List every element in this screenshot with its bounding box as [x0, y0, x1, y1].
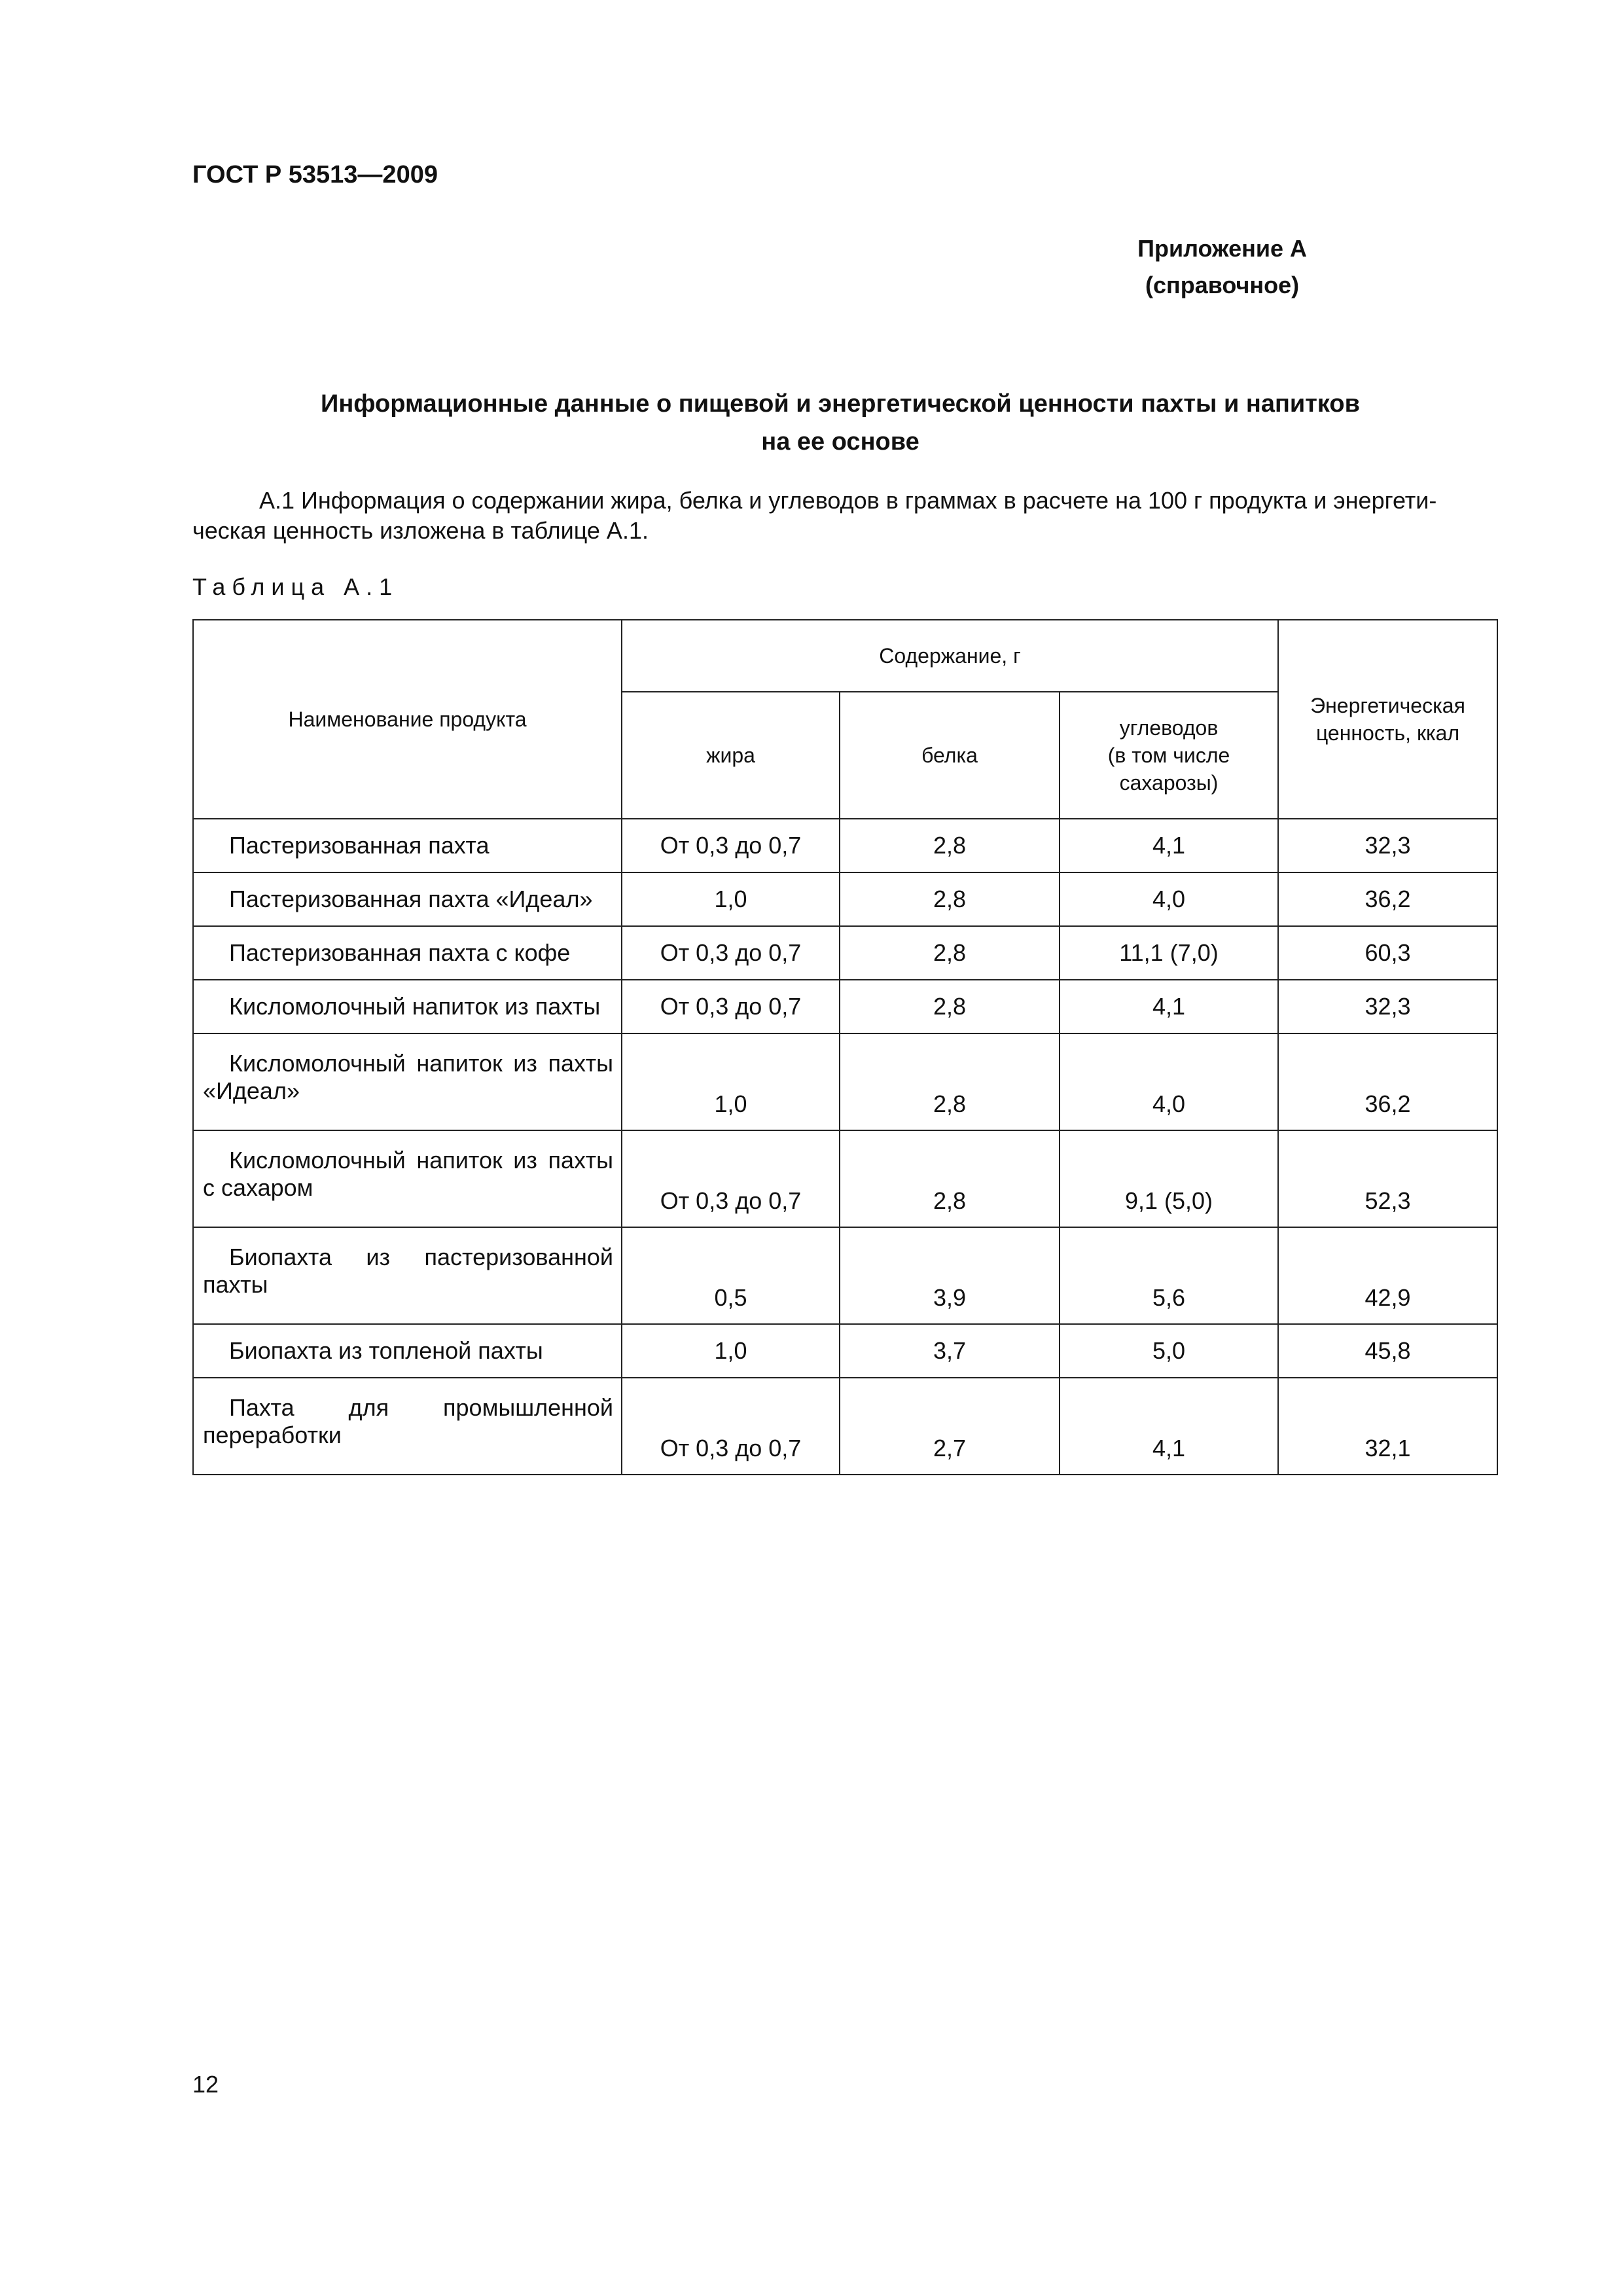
- product-name: Пахта для промышленной переработки: [203, 1394, 613, 1448]
- energy-cell: 52,3: [1278, 1130, 1497, 1227]
- carbs-cell: 4,1: [1060, 980, 1278, 1033]
- table-row: [193, 1033, 1497, 1130]
- nutrition-table: [192, 619, 1498, 1475]
- protein-cell: 3,9: [840, 1227, 1060, 1324]
- fat-cell: 0,5: [622, 1227, 840, 1324]
- document-id: ГОСТ Р 53513—2009: [192, 161, 438, 188]
- protein-cell: 2,8: [840, 872, 1060, 926]
- header-protein: белка: [840, 692, 1060, 819]
- energy-cell: 32,3: [1278, 980, 1497, 1033]
- product-name-cell: [193, 926, 622, 980]
- energy-cell: 60,3: [1278, 926, 1497, 980]
- energy-cell: 42,9: [1278, 1227, 1497, 1324]
- carbs-cell: 5,0: [1060, 1324, 1278, 1378]
- protein-cell: 2,8: [840, 1033, 1060, 1130]
- protein-cell: 2,8: [840, 980, 1060, 1033]
- intro-paragraph-line-1: А.1 Информация о содержании жира, белка и углеводов в граммах в расчете на 100 г продукта и энергети-: [259, 487, 1437, 514]
- table-row: [193, 819, 1497, 872]
- table-row: [193, 1130, 1497, 1227]
- product-name: Биопахта из топленой пахты: [229, 1337, 543, 1364]
- carbs-cell: 11,1 (7,0): [1060, 926, 1278, 980]
- table-row: [193, 1324, 1497, 1378]
- carbs-cell: 9,1 (5,0): [1060, 1130, 1278, 1227]
- product-name-cell: [193, 980, 622, 1033]
- product-name: Пастеризованная пахта с кофе: [229, 939, 571, 966]
- table-row: [193, 872, 1497, 926]
- header-content: Содержание, г: [622, 620, 1278, 692]
- product-name: Пастеризованная пахта «Идеал»: [229, 886, 593, 912]
- product-name-cell: [193, 872, 622, 926]
- carbs-cell: 4,0: [1060, 872, 1278, 926]
- product-name-cell: [193, 1033, 622, 1130]
- product-name: Кисломолочный напиток из пахты «Идеал»: [203, 1050, 613, 1104]
- product-name-cell: [193, 819, 622, 872]
- appendix-title-line-2: на ее основе: [761, 428, 919, 456]
- table-row: [193, 1227, 1497, 1324]
- intro-paragraph-line-2: ческая ценность изложена в таблице А.1.: [192, 517, 649, 544]
- appendix-title: [192, 385, 1623, 461]
- header-carbs-line-3: сахарозы): [1119, 771, 1219, 795]
- carbs-cell: 4,1: [1060, 819, 1278, 872]
- fat-cell: От 0,3 до 0,7: [622, 980, 840, 1033]
- appendix-heading: [192, 230, 1497, 304]
- protein-cell: 3,7: [840, 1324, 1060, 1378]
- header-energy-line-1: Энергетическая: [1310, 694, 1465, 717]
- product-name-cell: [193, 1378, 622, 1475]
- table-caption: Таблица А.1: [192, 573, 399, 600]
- protein-cell: 2,8: [840, 819, 1060, 872]
- appendix-label: Приложение А: [1137, 235, 1307, 262]
- table-row: [193, 980, 1497, 1033]
- product-name: Кисломолочный напиток из пахты: [229, 993, 601, 1020]
- carbs-cell: 5,6: [1060, 1227, 1278, 1324]
- appendix-title-line-1: Информационные данные о пищевой и энергетической ценности пахты и напитков: [321, 390, 1360, 418]
- product-name: Пастеризованная пахта: [229, 832, 490, 859]
- fat-cell: 1,0: [622, 1033, 840, 1130]
- product-name: Биопахта из пастеризованной пахты: [203, 1244, 613, 1298]
- energy-cell: 32,3: [1278, 819, 1497, 872]
- header-product-name: Наименование продукта: [193, 620, 622, 819]
- protein-cell: 2,8: [840, 1130, 1060, 1227]
- table-row: [193, 926, 1497, 980]
- energy-cell: 45,8: [1278, 1324, 1497, 1378]
- fat-cell: От 0,3 до 0,7: [622, 1378, 840, 1475]
- header-carbs-line-1: углеводов: [1119, 716, 1219, 740]
- carbs-cell: 4,1: [1060, 1378, 1278, 1475]
- header-energy-line-2: ценность, ккал: [1315, 721, 1460, 745]
- table-row: [193, 1378, 1497, 1475]
- product-name-cell: [193, 1130, 622, 1227]
- carbs-cell: 4,0: [1060, 1033, 1278, 1130]
- energy-cell: 36,2: [1278, 872, 1497, 926]
- fat-cell: От 0,3 до 0,7: [622, 1130, 840, 1227]
- appendix-type: (справочное): [1145, 272, 1300, 298]
- header-carbs: [1060, 692, 1278, 819]
- header-fat: жира: [622, 692, 840, 819]
- protein-cell: 2,8: [840, 926, 1060, 980]
- product-name-cell: [193, 1227, 622, 1324]
- fat-cell: 1,0: [622, 1324, 840, 1378]
- product-name-cell: [193, 1324, 622, 1378]
- energy-cell: 32,1: [1278, 1378, 1497, 1475]
- fat-cell: От 0,3 до 0,7: [622, 926, 840, 980]
- product-name: Кисломолочный напиток из пахты с сахаром: [203, 1147, 613, 1201]
- fat-cell: 1,0: [622, 872, 840, 926]
- energy-cell: 36,2: [1278, 1033, 1497, 1130]
- fat-cell: От 0,3 до 0,7: [622, 819, 840, 872]
- page-number: 12: [192, 2071, 219, 2098]
- protein-cell: 2,7: [840, 1378, 1060, 1475]
- header-carbs-line-2: (в том числе: [1107, 744, 1230, 767]
- intro-paragraph: [192, 486, 1497, 546]
- header-energy: [1278, 620, 1497, 819]
